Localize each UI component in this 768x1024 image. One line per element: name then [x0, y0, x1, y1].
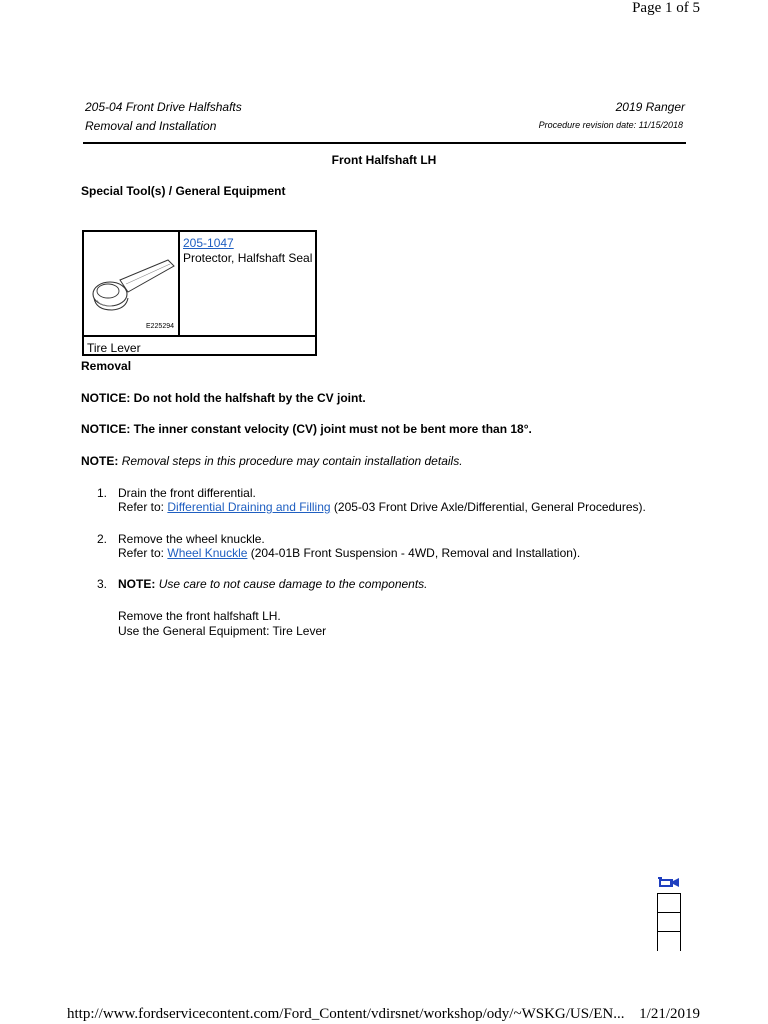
step-2-reference [118, 546, 580, 560]
tool-image-code: E225294 [145, 323, 174, 330]
note-label: NOTE: [81, 454, 119, 468]
step-3-note-text: Use care to not cause damage to the components. [158, 577, 428, 591]
step-graphic-placeholder [657, 893, 681, 951]
notice-inner-cv-joint: NOTICE: The inner constant velocity (CV) joint must not be bent more than 18°. [81, 422, 532, 436]
footer-date: 1/21/2019 [639, 1006, 700, 1022]
header-revision-date: Procedure revision date: 11/15/2018 [538, 120, 683, 130]
special-tools-heading: Special Tool(s) / General Equipment [81, 184, 286, 198]
notice-cv-joint: NOTICE: Do not hold the halfshaft by the CV joint. [81, 391, 366, 405]
placeholder-box [657, 912, 681, 931]
halfshaft-seal-protector-illustration [90, 254, 176, 316]
step-1-refer-suffix: (205-03 Front Drive Axle/Differential, General Procedures). [333, 500, 646, 514]
step-1-refer-prefix: Refer to: [118, 500, 165, 514]
page-title: Front Halfshaft LH [331, 153, 437, 167]
note-text: Removal steps in this procedure may contain installation details. [121, 454, 463, 468]
tool-name: Protector, Halfshaft Seal [183, 251, 313, 265]
tool-info-cell [180, 232, 315, 335]
footer-url: http://www.fordservicecontent.com/Ford_Content/vdirsnet/workshop/ody/~WSKG/US/EN... [67, 1006, 625, 1022]
step-2-refer-suffix: (204-01B Front Suspension - 4WD, Removal and Installation). [250, 546, 581, 560]
removal-note [81, 454, 463, 468]
general-equipment-cell [84, 335, 315, 354]
video-camera-icon[interactable] [658, 876, 680, 888]
differential-draining-link[interactable]: Differential Draining and Filling [167, 500, 331, 514]
header-procedure-type: Removal and Installation [85, 119, 217, 133]
step-3-text: Remove the front halfshaft LH. [118, 609, 281, 623]
header-divider [83, 142, 686, 144]
header-vehicle: 2019 Ranger [615, 100, 685, 114]
step-2-number: 2. [97, 532, 108, 546]
step-1-reference [118, 500, 646, 514]
step-2-text: Remove the wheel knuckle. [118, 532, 265, 546]
page-number: Page 1 of 5 [632, 0, 700, 16]
step-3-equipment: Use the General Equipment: Tire Lever [118, 624, 327, 638]
tool-number-link[interactable]: 205-1047 [183, 236, 234, 250]
tool-image-cell [84, 232, 180, 335]
general-equipment-name: Tire Lever [87, 341, 141, 355]
step-2-refer-prefix: Refer to: [118, 546, 165, 560]
placeholder-box [657, 893, 681, 912]
step-3-number: 3. [97, 577, 108, 591]
step-3-note [118, 577, 428, 591]
step-1-text: Drain the front differential. [118, 486, 256, 500]
wheel-knuckle-link[interactable]: Wheel Knuckle [167, 546, 248, 560]
removal-heading: Removal [81, 359, 132, 373]
step-3-note-label: NOTE: [118, 577, 156, 591]
header-section: 205-04 Front Drive Halfshafts [85, 100, 242, 114]
step-1-number: 1. [97, 486, 108, 500]
placeholder-box [657, 931, 681, 951]
special-tools-table [82, 230, 317, 356]
